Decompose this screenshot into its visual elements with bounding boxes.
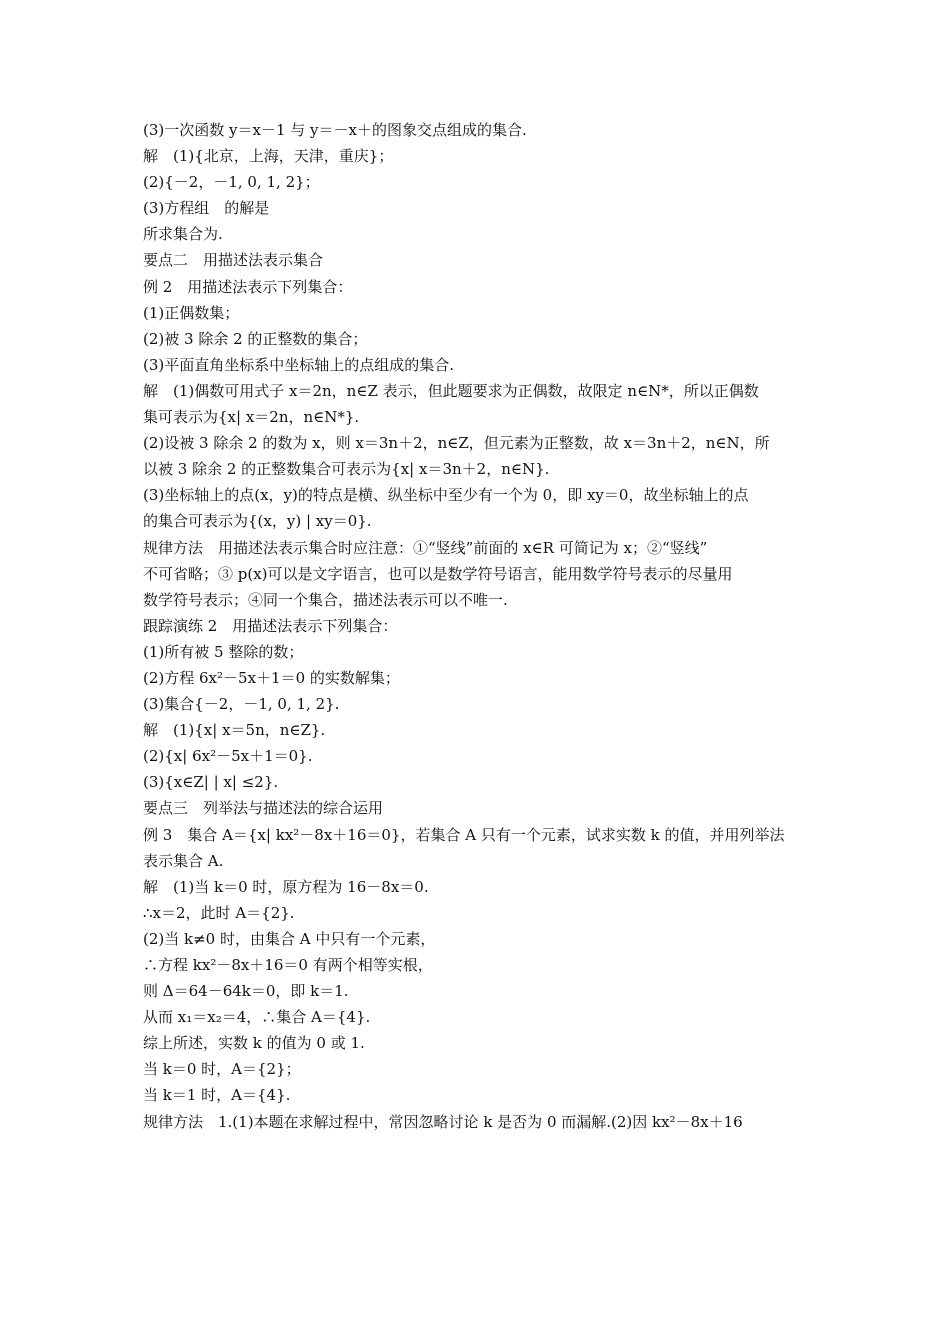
text-line: 从而 x₁＝x₂＝4，∴集合 A＝{4}. bbox=[143, 1008, 371, 1027]
text-line: 解 (1)偶数可用式子 x＝2n，n∈Z 表示，但此题要求为正偶数，故限定 n∈N*，所以正偶数 bbox=[143, 381, 759, 400]
text-line: 综上所述，实数 k 的值为 0 或 1. bbox=[143, 1034, 365, 1053]
text-line: (3)方程组 的解是 bbox=[143, 199, 270, 218]
text-line: 规律方法 1.(1)本题在求解过程中，常因忽略讨论 k 是否为 0 而漏解.(2)因 kx²－8x＋16 bbox=[143, 1112, 743, 1131]
text-line: (2)当 k≠0 时，由集合 A 中只有一个元素， bbox=[143, 929, 436, 948]
text-line: 要点二 用描述法表示集合 bbox=[143, 251, 324, 270]
text-line: (3)集合{－2，－1, 0, 1, 2}. bbox=[143, 695, 340, 714]
text-line: 规律方法 用描述法表示集合时应注意：①“竖线”前面的 x∈R 可简记为 x；②“竖线” bbox=[143, 538, 708, 557]
text-line: (3)坐标轴上的点(x，y)的特点是横、纵坐标中至少有一个为 0，即 xy＝0，故坐标轴上的点 bbox=[143, 486, 749, 505]
text-line: (1)所有被 5 整除的数； bbox=[143, 642, 304, 661]
text-line: (2)方程 6x²－5x＋1＝0 的实数解集； bbox=[143, 668, 400, 687]
text-line: 要点三 列举法与描述法的综合运用 bbox=[143, 799, 384, 818]
text-line: 当 k＝0 时，A＝{2}； bbox=[143, 1060, 301, 1079]
text-line: (2)被 3 除余 2 的正整数的集合； bbox=[143, 329, 368, 348]
text-line: 例 2 用描述法表示下列集合： bbox=[143, 277, 353, 296]
text-line: (3){x∈Z| | x| ≤2}. bbox=[143, 773, 279, 792]
text-line: 解 (1)当 k＝0 时，原方程为 16－8x＝0. bbox=[143, 877, 429, 896]
text-line: 解 (1){x| x＝5n，n∈Z}. bbox=[143, 721, 326, 740]
text-line: 表示集合 A. bbox=[143, 851, 224, 870]
text-line: (1)正偶数集； bbox=[143, 303, 240, 322]
text-line: 集可表示为{x| x＝2n，n∈N*}. bbox=[143, 408, 360, 427]
text-line: 的集合可表示为{(x，y) | xy＝0}. bbox=[143, 512, 372, 531]
text-line: 例 3 集合 A＝{x| kx²－8x＋16＝0}，若集合 A 只有一个元素，试求实数 k 的值，并用列举法 bbox=[143, 825, 785, 844]
document-body bbox=[143, 117, 815, 1135]
text-line: 当 k＝1 时，A＝{4}. bbox=[143, 1086, 291, 1105]
text-line: (2){x| 6x²－5x＋1＝0}. bbox=[143, 747, 313, 766]
text-line: ∴方程 kx²－8x＋16＝0 有两个相等实根， bbox=[143, 956, 433, 974]
text-line: 不可省略；③ p(x)可以是文字语言，也可以是数学符号语言，能用数学符号表示的尽量用 bbox=[143, 564, 733, 583]
text-line: 以被 3 除余 2 的正整数集合可表示为{x| x＝3n＋2，n∈N}. bbox=[143, 460, 550, 479]
text-line: (3)平面直角坐标系中坐标轴上的点组成的集合. bbox=[143, 355, 455, 374]
text-line: 解 (1){北京，上海，天津，重庆}； bbox=[143, 147, 394, 166]
text-line: 则 Δ＝64－64k＝0，即 k＝1. bbox=[143, 982, 349, 1001]
text-line: 所求集合为. bbox=[143, 225, 223, 244]
text-line: 跟踪演练 2 用描述法表示下列集合： bbox=[143, 616, 398, 635]
text-line: ∴x＝2，此时 A＝{2}. bbox=[143, 903, 295, 922]
text-line: (3)一次函数 y＝x－1 与 y＝－x＋的图象交点组成的集合. bbox=[143, 121, 527, 139]
text-line: 数学符号表示；④同一个集合，描述法表示可以不唯一. bbox=[143, 590, 508, 609]
text-line: (2){－2，－1, 0, 1, 2}； bbox=[143, 173, 320, 192]
text-line: (2)设被 3 除余 2 的数为 x，则 x＝3n＋2，n∈Z，但元素为正整数，故 x＝3n＋2，n∈N，所 bbox=[143, 434, 770, 453]
